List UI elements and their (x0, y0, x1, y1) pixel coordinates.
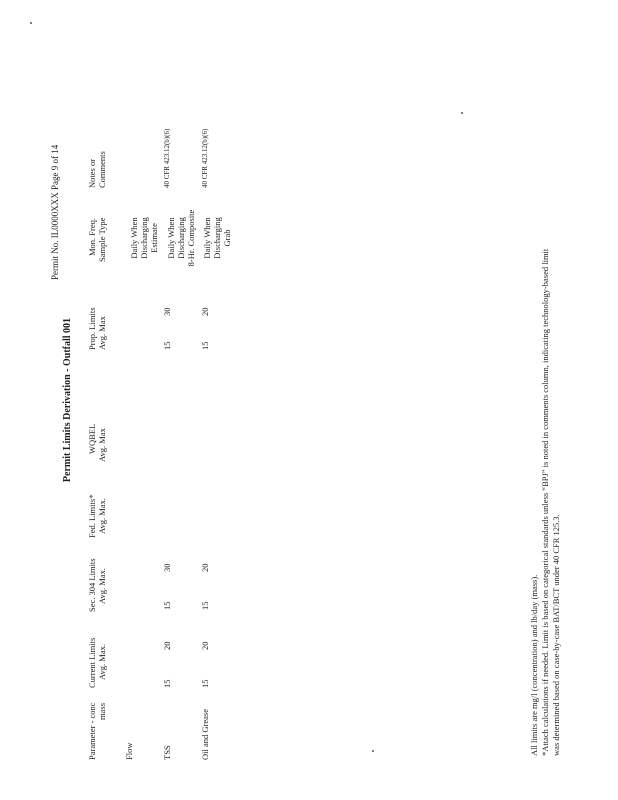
row-sec304-avg: 15 (200, 601, 210, 610)
row-sec304-avg: 15 (162, 601, 172, 610)
column-header-fed-limits: Fed. Limits* Avg. Max. (87, 494, 107, 538)
row-monitoring: Daily When Discharging Estimate (129, 217, 159, 259)
row-notes: 40 CFR 423.12(b)(6) (163, 128, 171, 188)
row-param: TSS (162, 745, 172, 760)
column-header-parameter: Parameter - conc mass (87, 702, 107, 760)
column-header-wqbel: WQBEL Avg. Max (87, 423, 107, 462)
permit-page-header: Permit No. IL0000XXX Page 9 of 14 (50, 144, 60, 280)
footnote-calculations: *Attach calculations if needed. Limit is based on categorical standards unless “BPJ” is noted in comments column, indicating technology-based limit (540, 248, 550, 756)
row-param: Oil and Grease (200, 709, 210, 760)
footnote-bat-bct: was determined based on case-by-case BAT/BCT under 40 CFR 125.3. (551, 514, 561, 756)
row-prop-avg: 15 (200, 341, 210, 350)
row-prop-max: 20 (200, 307, 210, 316)
column-header-prop-limits: Prop. Limits Avg. Max (87, 307, 107, 350)
row-monitoring: Daily When Discharging Grab (202, 217, 232, 259)
column-header-monitoring: Mon. Freq. Sample Type (87, 217, 107, 262)
row-current-avg: 15 (162, 679, 172, 688)
row-monitoring: Daily When Discharging 8-Hr. Composite (166, 209, 196, 267)
row-current-max: 20 (162, 641, 172, 650)
row-current-max: 20 (200, 641, 210, 650)
row-sec304-max: 30 (162, 563, 172, 572)
row-prop-max: 30 (162, 307, 172, 316)
row-notes: 40 CFR 423.12(b)(6) (201, 128, 209, 188)
scan-speck (372, 751, 374, 753)
row-prop-avg: 15 (162, 341, 172, 350)
table-title: Permit Limits Derivation - Outfall 001 (62, 317, 73, 483)
column-header-sec304-limits: Sec. 304 Limits Avg. Max. (87, 558, 107, 612)
column-header-notes: Notes or Comments (87, 151, 107, 188)
row-sec304-max: 20 (200, 563, 210, 572)
footnote-units: All limits are mg/l (concentration) and lb/day (mass). (529, 574, 539, 756)
row-current-avg: 15 (200, 679, 210, 688)
column-header-current-limits: Current Limits Avg. Max. (87, 637, 107, 688)
row-param: Flow (124, 742, 134, 760)
scan-speck (461, 113, 463, 115)
scan-speck (30, 23, 32, 25)
